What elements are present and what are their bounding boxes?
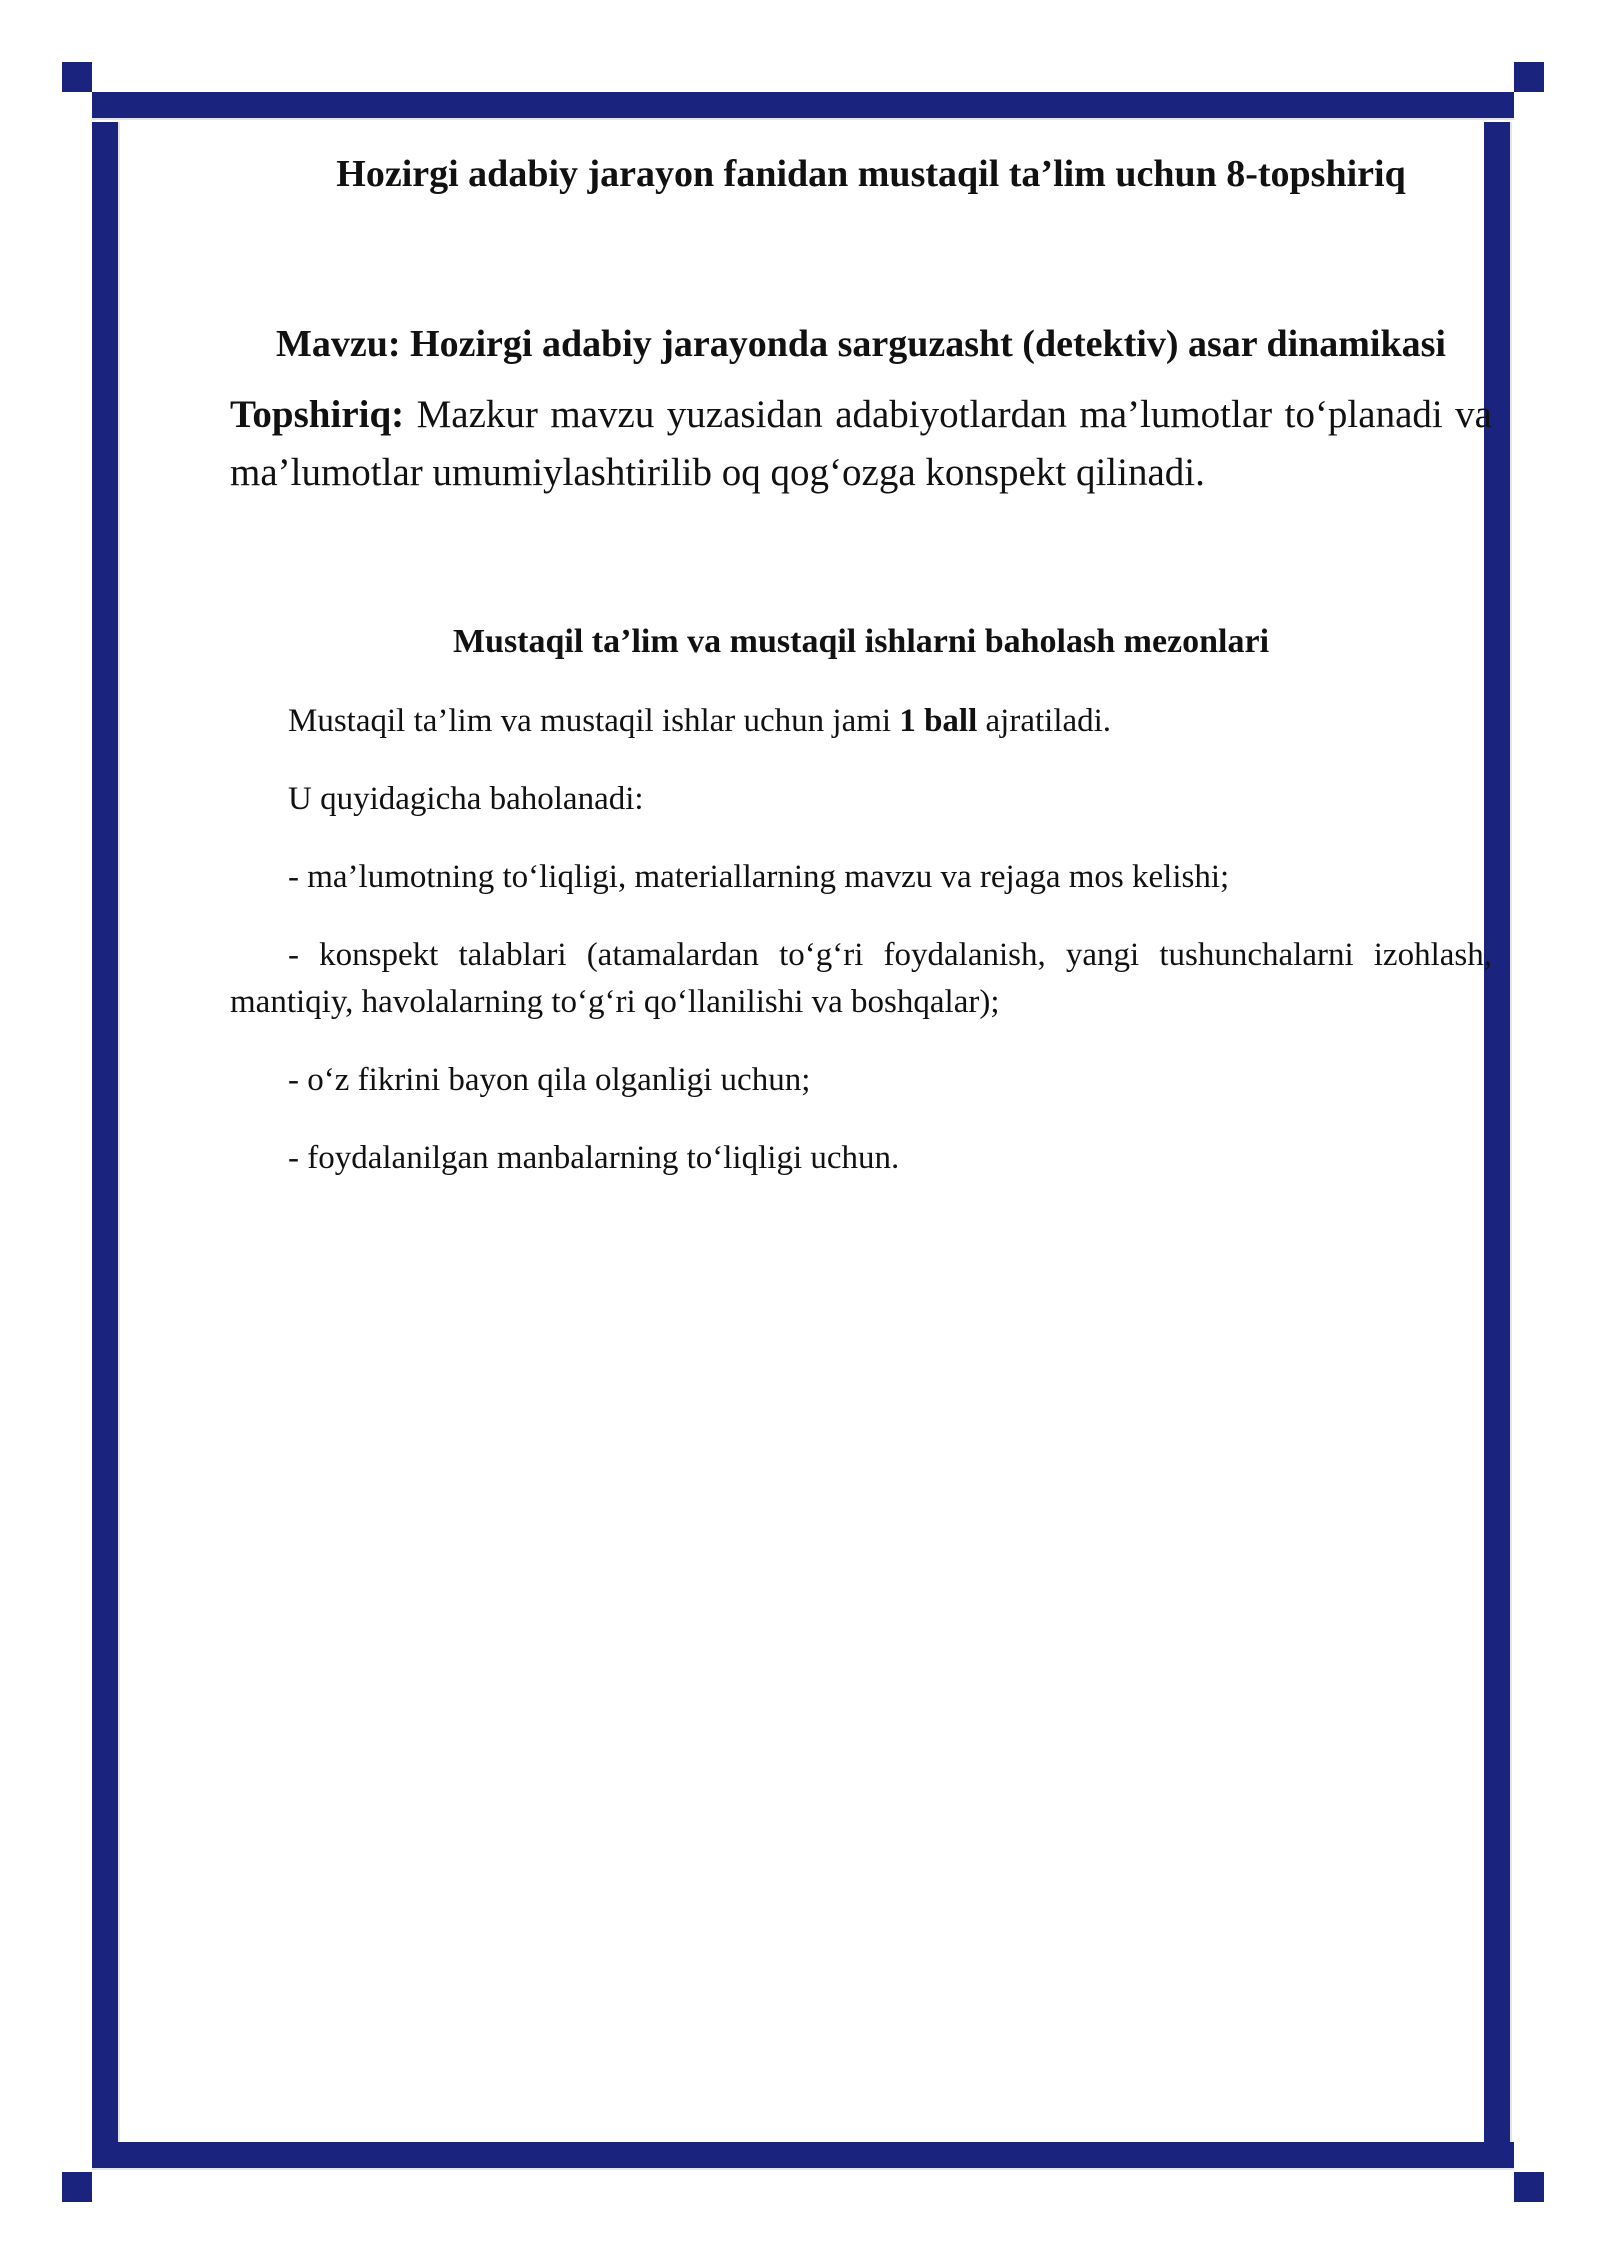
border-bottom: [92, 2142, 1514, 2172]
criteria-heading: Mustaqil ta’lim va mustaqil ishlarni baholash mezonlari: [452, 622, 1270, 660]
score-intro: [230, 698, 1492, 746]
criteria-item: - o‘z fikrini bayon qila olganligi uchun;: [288, 1062, 811, 1099]
graded-as-line: U quyidagicha baholanadi:: [288, 780, 644, 817]
document-body: [230, 150, 1492, 1183]
task-paragraph: [230, 386, 1492, 501]
score-points: 1 ball: [899, 703, 978, 740]
task-text: Mazkur mavzu yuzasidan adabiyotlardan ma’lumotlar to‘planadi va ma’lumotlar umumiylashtirilib oq qog‘ozga konspekt qilinadi.: [230, 393, 1492, 495]
document-title: Hozirgi adabiy jarayon fanidan mustaqil ta’lim uchun 8-topshiriq: [336, 153, 1406, 195]
border-left: [92, 122, 122, 2142]
criteria-item: - konspekt talablari (atamalardan to‘g‘ri foydalanish, yangi tushunchalarni izohlash, mantiqiy, havolalarning to‘g‘ri qo‘llanilishi va boshqalar);: [230, 936, 1492, 1021]
score-intro-before: Mustaqil ta’lim va mustaqil ishlar uchun jami: [288, 703, 900, 740]
score-intro-after: ajratiladi.: [977, 703, 1112, 740]
criteria-item: - ma’lumotning to‘liqligi, materiallarning mavzu va rejaga mos kelishi;: [288, 858, 1230, 895]
border-top: [92, 92, 1514, 122]
task-label: Topshiriq:: [230, 393, 405, 437]
criteria-item: - foydalanilgan manbalarning to‘liqligi uchun.: [288, 1140, 900, 1177]
topic-heading: Mavzu: Hozirgi adabiy jarayonda sarguzasht (detektiv) asar dinamikasi: [276, 323, 1446, 366]
